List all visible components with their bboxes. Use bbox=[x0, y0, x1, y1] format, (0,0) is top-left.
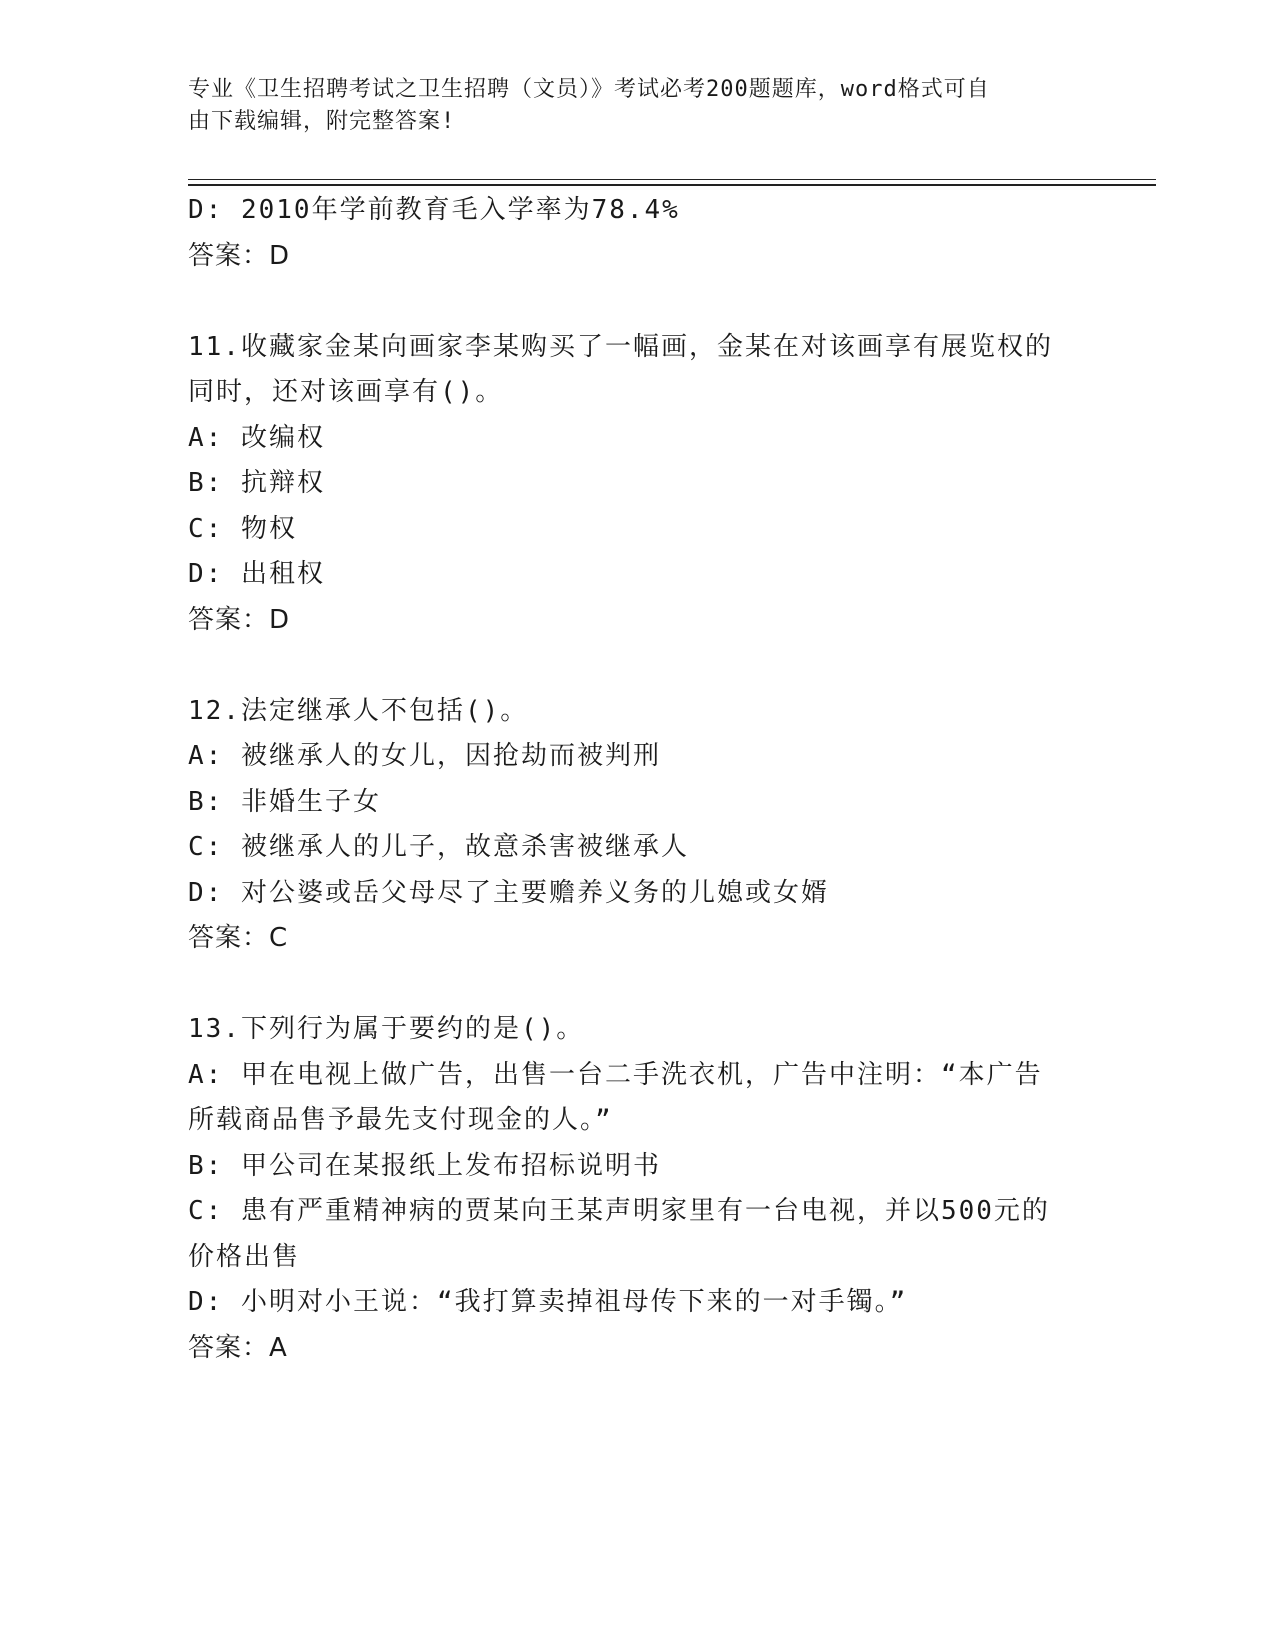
option-d: D: 出租权 bbox=[188, 559, 325, 589]
option-b: B: 甲公司在某报纸上发布招标说明书 bbox=[188, 1150, 661, 1181]
header-divider-thin bbox=[188, 179, 1156, 180]
answer-line: 答案：D bbox=[188, 240, 291, 271]
option-a: A: 甲在电视上做广告，出售一台二手洗衣机，广告中注明：“本广告 bbox=[188, 1059, 1043, 1090]
option-c-continued: 价格出售 bbox=[188, 1241, 301, 1272]
question-stem-continued: 同时，还对该画享有()。 bbox=[188, 377, 504, 407]
option-d: D: 2010年学前教育毛入学率为78.4% bbox=[188, 195, 680, 225]
answer-line: 答案：D bbox=[188, 604, 291, 635]
option-a: A: 改编权 bbox=[188, 422, 325, 453]
spacer bbox=[188, 962, 1088, 1008]
answer-line: 答案：A bbox=[188, 1332, 288, 1363]
option-b: B: 非婚生子女 bbox=[188, 786, 381, 817]
option-d: D: 小明对小王说：“我打算卖掉祖母传下来的一对手镯。” bbox=[188, 1287, 908, 1317]
header-line-1: 专业《卫生招聘考试之卫生招聘（文员）》考试必考200题题库，word格式可自 bbox=[188, 77, 990, 102]
spacer bbox=[188, 643, 1088, 689]
option-a-continued: 所载商品售予最先支付现金的人。” bbox=[188, 1105, 613, 1135]
option-c: C: 物权 bbox=[188, 513, 297, 544]
option-c: C: 患有严重精神病的贾某向王某声明家里有一台电视，并以500元的 bbox=[188, 1196, 1050, 1226]
question-stem: 11.收藏家金某向画家李某购买了一幅画，金某在对该画享有展览权的 bbox=[188, 331, 1053, 362]
question-11 bbox=[188, 325, 1088, 644]
answer-line: 答案：C bbox=[188, 923, 289, 953]
question-12 bbox=[188, 689, 1088, 962]
document-header bbox=[188, 74, 1088, 138]
option-b: B: 抗辩权 bbox=[188, 468, 325, 498]
option-c: C: 被继承人的儿子，故意杀害被继承人 bbox=[188, 832, 689, 862]
question-13 bbox=[188, 1007, 1088, 1371]
option-a: A: 被继承人的女儿，因抢劫而被判刑 bbox=[188, 741, 661, 771]
question-stem: 13.下列行为属于要约的是()。 bbox=[188, 1014, 585, 1044]
previous-question-tail bbox=[188, 188, 1088, 279]
question-content bbox=[188, 188, 1088, 1371]
header-line-2: 由下载编辑，附完整答案! bbox=[188, 109, 456, 134]
option-d: D: 对公婆或岳父母尽了主要赡养义务的儿媳或女婿 bbox=[188, 877, 829, 908]
question-stem: 12.法定继承人不包括()。 bbox=[188, 695, 529, 726]
spacer bbox=[188, 279, 1088, 325]
header-divider-thick bbox=[188, 184, 1156, 186]
